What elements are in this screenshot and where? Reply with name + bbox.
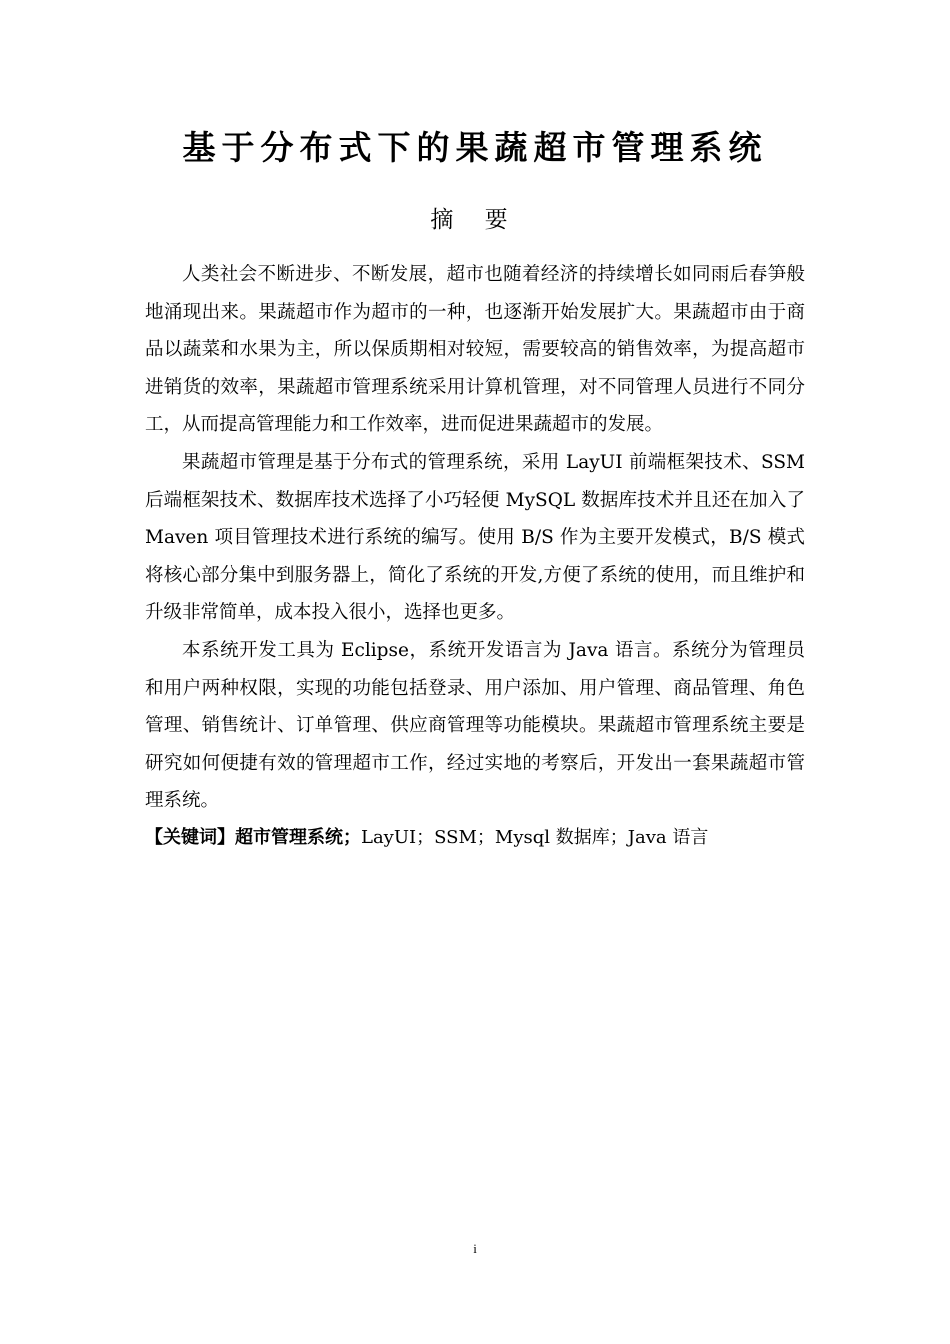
keywords-label: 【关键词】超市管理系统； — [145, 826, 361, 848]
document-title: 基于分布式下的果蔬超市管理系统 — [182, 128, 768, 167]
abstract-paragraph: 果蔬超市管理是基于分布式的管理系统，采用 LayUI 前端框架技术、SSM 后端框架技术、数据库技术选择了小巧轻便 MySQL 数据库技术并且还在加入了 Maven 项目管理技术进行系统的编写。使用 B/S 作为主要开发模式，B/S 模式将核心部分集中到服务器上，简化了系统的开发,方便了系统的使用，而且维护和升级非常简单，成本投入很小，选择也更多。 — [145, 451, 805, 624]
page-number: i — [473, 1241, 477, 1256]
abstract-heading: 摘 要 — [430, 207, 520, 233]
keywords-text: LayUI；SSM；Mysql 数据库；Java 语言 — [361, 826, 709, 848]
abstract-paragraph: 本系统开发工具为 Eclipse，系统开发语言为 Java 语言。系统分为管理员和用户两种权限，实现的功能包括登录、用户添加、用户管理、商品管理、角色管理、销售统计、订单管理、供应商管理等功能模块。果蔬超市管理系统主要是研究如何便捷有效的管理超市工作，经过实地的考察后，开发出一套果蔬超市管理系统。 — [145, 639, 805, 812]
keywords-line — [145, 820, 805, 856]
abstract-body — [145, 256, 805, 856]
abstract-paragraph: 人类社会不断进步、不断发展，超市也随着经济的持续增长如同雨后春笋般地涌现出来。果蔬超市作为超市的一种，也逐渐开始发展扩大。果蔬超市由于商品以蔬菜和水果为主，所以保质期相对较短，需要较高的销售效率，为提高超市进销货的效率，果蔬超市管理系统采用计算机管理，对不同管理人员进行不同分工，从而提高管理能力和工作效率，进而促进果蔬超市的发展。 — [145, 264, 805, 436]
